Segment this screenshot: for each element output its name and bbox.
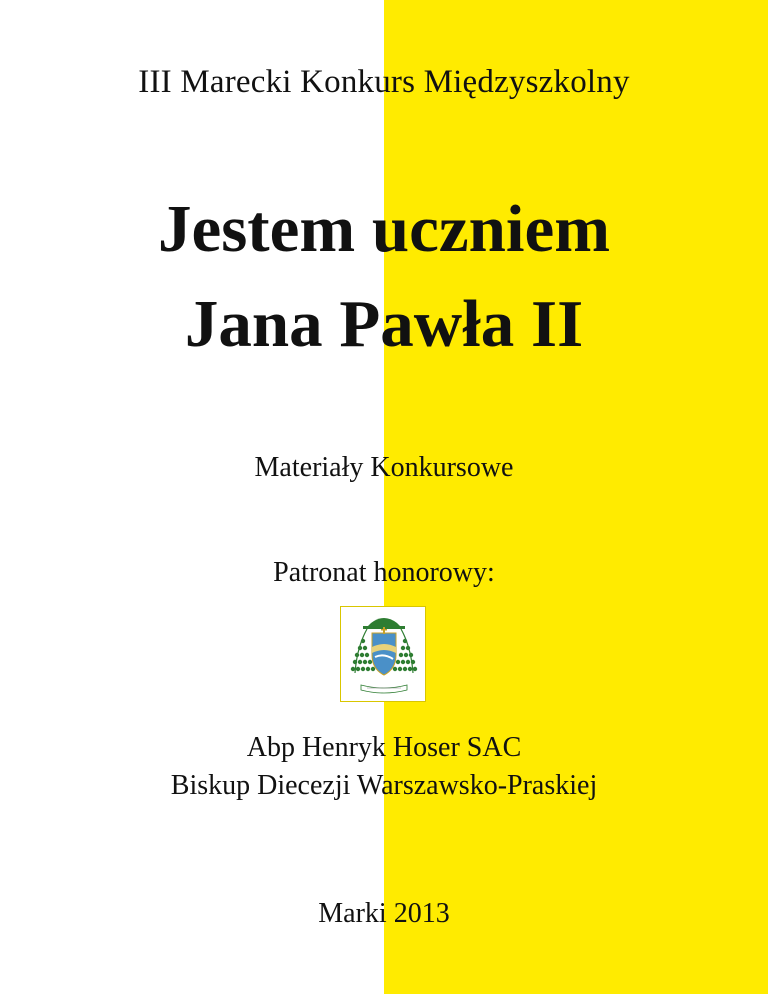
contest-name: III Marecki Konkurs Międzyszkolny (138, 64, 630, 100)
coat-of-arms-icon (340, 606, 426, 702)
patron-name: Abp Henryk Hoser SAC (246, 732, 522, 763)
subtitle: Materiały Konkursowe (254, 452, 514, 483)
place-and-year: Marki 2013 (318, 898, 450, 929)
patron-role: Biskup Diecezji Warszawsko-Praskiej (170, 770, 598, 801)
patronage-label: Patronat honorowy: (273, 557, 495, 588)
title-line-1: Jestem uczniem (157, 192, 611, 266)
title-line-2: Jana Pawła II (184, 287, 584, 361)
